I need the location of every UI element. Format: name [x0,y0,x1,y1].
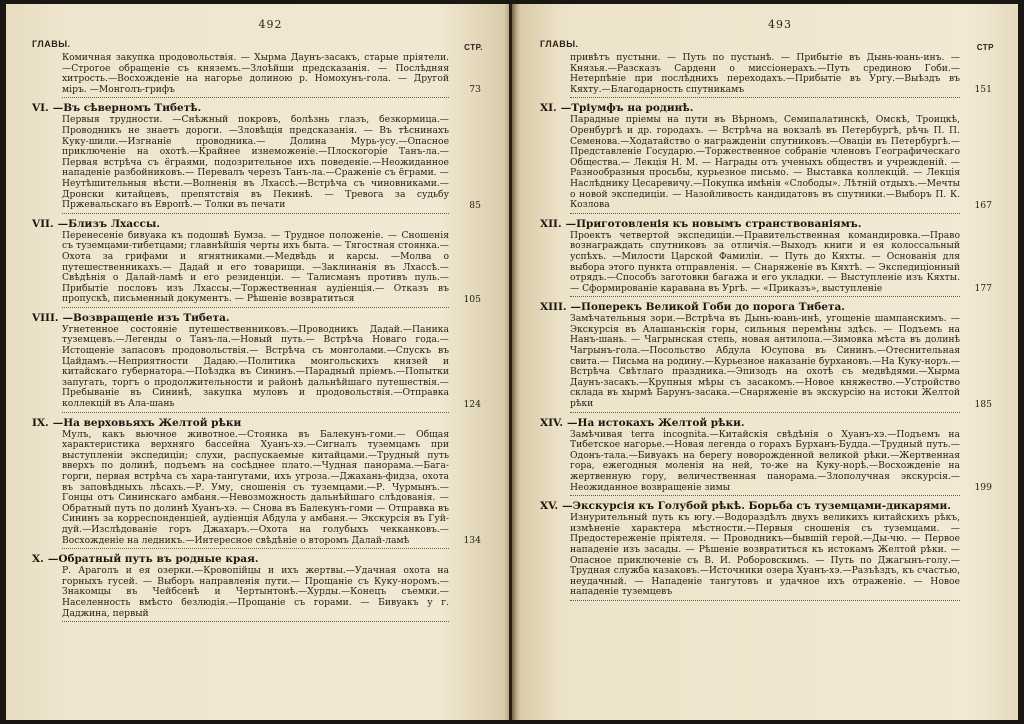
divider [62,213,449,214]
chapter-summary: Замѣчивая terra incognita.—Китайскія свѣдѣнія о Хуанъ-хэ.—Подъемъ на Тибетское нагорье.—Новая легенда о горахъ Бурханъ-Будда.—Трудный путь.—Одонъ-тала.—Бивуакъ на берегу новорожденной великой рѣки.—Жертвенная гора, ежегодныя моленія на ней, то-же на Куку-норѣ.—Восхожденіе на жертвенную гору, величественная панорама.—Злополучная экскурсія.—Неожиданное возвращеніе зимы [570,428,960,493]
toc-header [32,37,483,53]
toc-header [540,37,994,53]
entry-page-number: 73 [469,84,481,96]
divider [570,296,960,297]
chapter-entry [32,217,481,305]
chapter-summary: Замѣчательныя зори.—Встрѣча въ Дынь-юань-инѣ, угощеніе шампанскимъ. — Экскурсія въ Алашаньскія горы, сильныя перемѣны здѣсь. — Подъемъ на Нанъ-шань. — Чагрынская степь, новая антилопа.—Зимовка мѣста въ долинѣ Чагрынъ-гола.—Посольство Абдула Юсупова въ Сининъ.—Отеснительная свита.— Письма на родину.—Курьезное наказаніе бурхановъ.—На Куку-норъ.—Встрѣча Свѣтлаго праздника.—Эпизодъ на охотѣ съ медвѣдями.—Хырма Даунъ-засакъ.—Крупныя мѣры съ засакомъ.—Новое княжество.—Устройство склада въ хырмѣ Барунъ-засака.—Снаряженіе въ экскурсію на истоки Желтой рѣки [570,313,960,410]
chapter-title: —На верховьяхъ Желтой рѣки [52,416,242,429]
page-number: 492 [258,18,283,31]
entry-page-number: 185 [974,398,992,410]
chapter-summary: Парадные пріемы на пути въ Вѣрномъ, Семипалатинскѣ, Омскѣ, Троицкѣ, Оренбургѣ и др. городахъ. — Встрѣча на вокзалѣ въ Петербургѣ, рѣчь П. П. Семенова.—Ходатайство о награжденіи спутниковъ.—Оваціи въ Петербургѣ.—Представленіе Государю.—Торжественное собраніе членовъ Географическаго Общества.— Лекція Н. М. — Награды отъ ученыхъ обществъ и учрежденій. — Разнообразныя просьбы, курьезное письмо. — Выставка коллекцій. — Лекція Наслѣднику Цесаревичу.—Покупка имѣнія «Слободы». Лѣтній отдыхъ.—Мечты о новой экспедиціи. — Назойливость кандидатовъ въ спутники.—Выборъ П. К. Козлова [570,114,960,211]
divider [62,548,449,549]
chapter-summary: Первыя трудности. —Снѣжный покровъ, болѣзнь глазъ, безкормица.—Проводникъ не знаетъ дороги. —Зловѣщія предсказанія. — Въ тѣснинахъ Куку-шили.—Изгнаніе проводника.— Долина Мурь-усу.—Опасное приключеніе на охотѣ.—Крайнее изнеможеніе.—Плоскогоріе Танъ-ла.—Первая встрѣча съ ёграями, подозрительное ихъ поведеніе.—Неожиданное нападеніе разбойниковъ.— Перевалъ черезъ Танъ-ла.—Сраженіе съ ёграми. —Неутѣшительныя вѣсти.—Волненія въ Лхассѣ.—Встрѣча съ чиновниками.—Дрoнски китайцевъ, препятствія въ Пекинѣ. — Тревога за судьбу Пржевальскаго въ Европѣ.— Толки въ печати [62,114,449,211]
chapter-entry [32,553,479,619]
continuation-text: Комичная закупка продовольствія. — Хырма Даунъ-засакъ, старые пріятели. —Строгое обращеніе съ княземъ.—Злоѣйши предсказанія. — Послѣдняя хитрость.—Восхожденіе на нагорье долиною р. Номохунъ-гола. — Другой міръ. —Монголъ-грифъ [62,52,449,95]
divider [62,97,449,98]
chapter-title: —Обратный путь въ родные края. [47,553,259,566]
chapter-entry [32,416,481,547]
chapter-title: —Возвращеніе изъ Тибета. [62,311,230,324]
divider [570,495,960,496]
chapters-label: ГЛАВЫ. [540,39,579,49]
entry-page-number: 124 [463,398,481,410]
chapter-number: VIII. [32,311,59,324]
page-number: 493 [768,18,792,31]
entry-page-number: 85 [469,199,481,211]
chapter-number: XIII. [540,301,567,314]
chapter-number: X. [32,553,44,566]
chapter-entry [540,102,992,211]
chapter-number: XI. [540,102,557,115]
right-page [512,4,1018,720]
book-spread [6,4,1018,720]
continuation-entry [62,53,479,95]
chapter-number: VII. [32,217,54,230]
chapter-summary: Мулъ, какъ вьючное животное.—Стоянка въ Балекунъ-гоми.— Общая характеристика верхняго бассейна Хуанъ-хэ.—Сигналъ туземцамъ при выступленіи экспедиціи; слухи, распускаемые китайцами.—Трудный путь вверхъ по долинѣ, подъемъ на сосѣднее плато.—Чудная панорама.—Бага-горги, первая встрѣча съ хара-тангутами, ихъ угроза.—Джахань-фидза, охота въ заповѣдныхъ лѣсахъ.—Р. Уму, сношенія съ туземцами.—Р. Чурмынъ.—Гонцы отъ Сининскаго амбаня.—Невозможность дальнѣйшаго слѣдованія. — Обратный путь по долинѣ Хуанъ-хэ. — Снова въ Балекунъ-гоми — Отправка въ Сининъ за корреспонденціей, аудіенція Абдула у амбаня.— Экскурсія въ Гуй-дуй.—Изслѣдованіе горъ Джахаръ.—Охота на голубыхъ чекканковъ.—Восхожденіе на ледникъ.—Интересное свѣдѣніе о второмъ Далай-ламѣ [62,428,449,546]
continuation-entry [570,53,990,95]
divider [62,307,449,308]
chapters-label: ГЛАВЫ. [32,39,71,49]
left-page [6,4,509,720]
chapter-number: XV. [540,500,559,513]
chapter-heading [540,218,990,231]
pages-label: СТР [976,43,994,52]
entry-page-number: 199 [974,482,992,494]
entry-page-number: 177 [974,283,992,295]
chapter-title: —Близъ Лхассы. [57,217,161,230]
divider [570,600,960,601]
chapter-number: XIV. [540,416,564,429]
chapter-title: —Тріумфъ на родинѣ. [560,102,694,115]
chapter-summary: Угнетенное состояніе путешественниковъ.—Проводникъ Дадай.—Паника туземцевъ.—Легенды о Танъ-ла.—Новый путь.— Встрѣча Новаго года.—Истощеніе запасовъ продовольствія.— Встрѣча съ монголами.—Спускъ въ Цайдамъ.—Неприятности Дадаю.—Политика монгольскихъ князей и китайскаго губернатора.—Поѣздка въ Сининъ.—Парадный пріемъ.—Попытки запугать, торгъ о продолжительности и районѣ дальнѣйшаго путешествія.—Пребываніе въ Сининѣ, закупка муловъ и продовольствія.—Отправка коллекцій въ Ала-шань [62,323,449,410]
chapter-heading [32,218,479,231]
divider [62,621,449,622]
chapter-entry [32,311,481,410]
chapter-entry [540,301,992,410]
chapter-heading [32,417,479,430]
pages-label: СТР. [464,43,483,52]
entry-page-number: 105 [463,293,481,305]
chapter-title: —Поперекъ Великой Гоби до порога Тибета. [570,301,845,314]
chapter-summary: Изнурительный путь къ югу.—Водораздѣлъ двухъ великихъ китайскихъ рѣкъ, измѣненіе характера мѣстности.—Первыя сношенія съ туземцами. — Предостереженіе пріятеля. — Проводникъ—бывшій герой.—Ды-чю. — Первое нападеніе изъ засады. — Рѣшеніе возвратиться къ истокамъ Желтой рѣки. — Опасное приключеніе съ В. И. Роборовскимъ. — Путь по Джагынъ-голу.—Трудная служба казаковъ.—Источники озера Хуанъ-хэ.—Разъѣздъ, къ счастью, неудачный. — Нападеніе тангутовъ и удачное ихъ отраженіе. — Новое нападеніе туземцевъ [570,512,960,598]
divider [570,412,960,413]
chapter-entry [32,102,481,211]
chapter-summary: Проектъ четвертой экспедиціи.—Правительственная командировка.—Право вознаграждать спутниковъ за отличія.—Выходъ книги и ея колоссальный успѣхъ. —Милости Царской Фамиліи. — Путь до Кяхты. — Основанія для выбора этого пункта отправленія. — Снаряженіе въ Кяхтѣ. — Экспедиціонный отрядъ.—Способъ заготовки багажа и его укладки. — Выступленіе изъ Кяхты. — Сформированіе каравана въ Ургѣ. — «Приказъ», выступленіе [570,229,960,294]
chapter-number: IX. [32,416,49,429]
chapter-title: —На истокахъ Желтой рѣки. [567,416,745,429]
continuation-text: привѣтъ пустыни. — Путь по пустынѣ. — Прибытіе въ Дынь-юань-инъ. —Князья.—Разсказъ Сардени о миссіонерахъ.—Путь срединою Гоби.—Нетерпѣніе при послѣднихъ переходахъ.—Прибытіе въ Ургу.—Выѣздъ въ Кяхту.—Благодарность спутникамъ [570,52,960,95]
chapter-number: XII. [540,217,562,230]
entry-page-number: 151 [974,84,992,96]
chapter-title: —Приготовленія къ новымъ странствованіямъ. [565,217,862,230]
chapter-number: VI. [32,102,49,115]
divider [62,412,449,413]
chapter-summary: Р. Араголъ и ея озерки.—Кровопійцы и ихъ жертвы.—Удачная охота на горныхъ гусей. — Выборъ направленія пути.— Прощаніе съ Куку-норомъ.—Знакомцы въ Чейбсенѣ и Чертынтонѣ.—Хурды.—Конецъ съемки.—Населенность вмѣсто безлюдія.—Прощаніе съ горами. — Бивуакъ у г. Даджина, первый [62,565,449,619]
book-gutter [504,4,520,720]
entry-page-number: 167 [974,199,992,211]
entry-page-number: 134 [463,535,481,547]
chapter-entry [540,500,990,598]
divider [570,213,960,214]
chapter-title: —Въ сѣверномъ Тибетѣ. [52,102,202,115]
chapter-title: —Экскурсія къ Голубой рѣкѣ. Борьба съ туземцами-дикарями. [562,500,951,513]
chapter-heading [32,312,479,325]
chapter-list [540,102,992,601]
chapter-heading [540,417,990,430]
chapter-list [32,102,481,622]
chapter-entry [540,217,992,295]
divider [570,97,960,98]
chapter-entry [540,416,992,494]
chapter-summary: Перенесеніе бивуака къ подошвѣ Бумза. — Трудное положеніе. — Сношенія съ туземцами-тибетцами; главнѣйшія черты ихъ быта. — Тягостная стоянка.—Охота за грифами и ягнятниками.—Медвѣдь и карсы. —Молва о путешественникахъ.— Дадай и его товарищи. —Заклинанія въ Лхассѣ.—Свѣдѣнія о Далай-ламѣ и его резиденціи. — Талисманъ противъ пуль.— Прибытіе пословъ изъ Лхассы.—Торжественная аудіенція.— Отказъ въ пропускѣ, письменный документъ. — Рѣшеніе возвратиться [62,229,449,305]
